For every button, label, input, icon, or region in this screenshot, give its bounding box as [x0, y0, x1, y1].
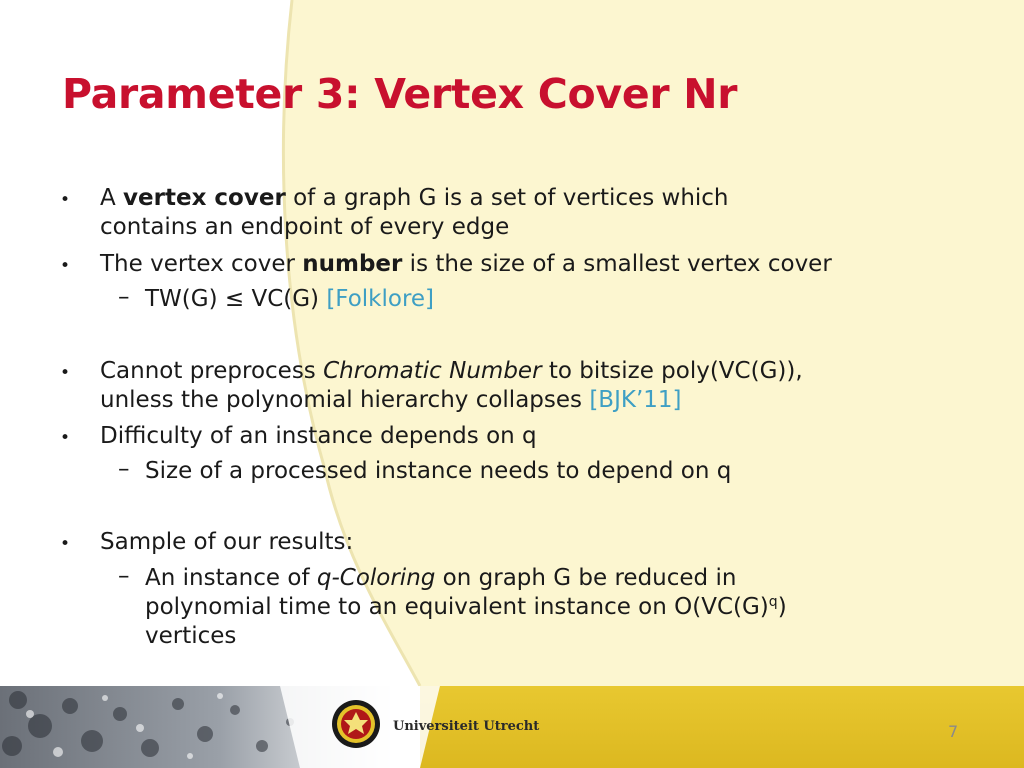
subbullet-q-coloring-cont	[145, 592, 787, 622]
dash-marker: –	[118, 563, 130, 589]
text-run: of a graph G is a set of vertices which	[285, 185, 729, 211]
slide-title: Parameter 3: Vertex Cover Nr	[62, 70, 738, 118]
term-q-coloring: q-Coloring	[316, 565, 436, 591]
page-number: 7	[948, 722, 959, 741]
text-run: to bitsize poly(VC(G)),	[541, 358, 803, 384]
term-number: number	[302, 251, 403, 277]
subbullet-q-coloring-cont2: vertices	[145, 623, 237, 649]
bullet-vertex-cover-definition	[100, 183, 729, 213]
bullet-marker: •	[60, 363, 71, 383]
dash-marker: –	[118, 284, 130, 310]
text-run: Cannot preprocess	[100, 358, 324, 384]
citation-folklore: [Folklore]	[326, 286, 435, 312]
text-run: A	[100, 185, 124, 211]
text-run: )	[777, 594, 787, 620]
subbullet-q-coloring	[145, 563, 736, 593]
bullet-marker: •	[60, 534, 71, 554]
text-run: polynomial time to an equivalent instance on O(VC(G)	[145, 594, 769, 620]
citation-bjk11: [BJK’11]	[589, 387, 682, 413]
text-run: TW(G) ≤ VC(G)	[145, 286, 327, 312]
text-run: unless the polynomial hierarchy collapses	[100, 387, 590, 413]
subbullet-processed-instance: Size of a processed instance needs to depend on q	[145, 458, 732, 484]
dash-marker: –	[118, 456, 130, 482]
subbullet-tw-vc	[145, 284, 434, 314]
bullet-marker: •	[60, 256, 71, 276]
bullet-chromatic-number-cont	[100, 385, 682, 415]
term-vertex-cover: vertex cover	[123, 185, 286, 211]
text-run: The vertex cover	[100, 251, 303, 277]
bullet-difficulty: Difficulty of an instance depends on q	[100, 423, 537, 449]
university-seal-icon	[330, 698, 382, 750]
university-name: Universiteit Utrecht	[393, 719, 540, 734]
bullet-vertex-cover-definition-cont: contains an endpoint of every edge	[100, 214, 510, 240]
bullet-sample-results: Sample of our results:	[100, 529, 354, 555]
superscript-q: q	[768, 594, 778, 610]
bullet-marker: •	[60, 190, 71, 210]
bullet-vertex-cover-number	[100, 249, 832, 279]
text-run: is the size of a smallest vertex cover	[402, 251, 832, 277]
bullet-chromatic-number	[100, 356, 803, 386]
bullet-marker: •	[60, 428, 71, 448]
text-run: on graph G be reduced in	[435, 565, 737, 591]
text-run: An instance of	[145, 565, 317, 591]
term-chromatic-number: Chromatic Number	[323, 358, 542, 384]
